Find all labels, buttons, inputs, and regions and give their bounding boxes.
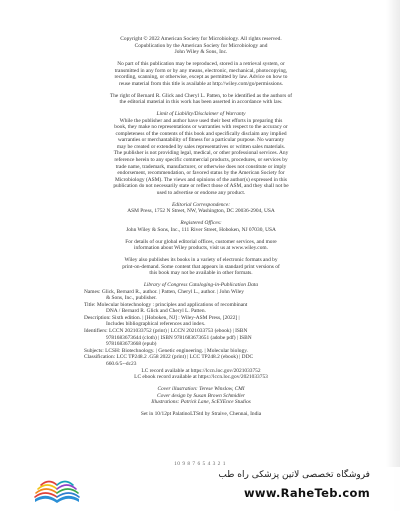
page-edge-shadow: [386, 0, 400, 511]
no-part-line: transmitted in any form or by any means, electronic, mechanical, photocopying,: [114, 67, 288, 74]
warranty-line: completeness of the contents of this book and specifically disclaim any implied: [115, 130, 287, 137]
copyright-line: John Wiley & Sons, Inc.: [174, 49, 228, 56]
no-part-line: recording, scanning, or otherwise, except as permitted by law. Advice on how to: [114, 74, 288, 81]
cip-line: 9781683673644 (cloth) | ISBN 9781683673651 (adobe pdf) | ISBN: [106, 334, 252, 341]
registered-section: [70, 220, 332, 233]
warranty-line: Microbiology (ASM). The views and opinions of the author(s) expressed in this: [114, 176, 288, 183]
cip-line: Subjects: LCSH: Biotechnology. | Genetic engineering. | Molecular biology.: [84, 347, 248, 354]
cip-section: [70, 282, 332, 381]
editorial-address: ASM Press, 1752 N Street, NW, Washington, DC 20036-2904, USA: [127, 208, 275, 215]
warranty-line: publication do not necessarily state or reflect those of ASM, and they shall not be: [113, 183, 289, 190]
editorial-section: [70, 202, 332, 215]
details-line: information about Wiley products, visit us at www.wiley.com.: [134, 245, 268, 252]
warranty-text: [70, 118, 332, 197]
typeset-note: [70, 411, 332, 418]
illustrations-credit: Illustrations: Patrick Lane, ScEYEnce Studios: [151, 399, 251, 406]
no-part-line: No part of this publication may be reproduced, stored in a retrieval system, or: [117, 60, 285, 67]
copyright-content: [70, 36, 332, 423]
reproduction-notice: [70, 61, 332, 87]
right-line: The right of Bernard R. Glick and Cheryl L. Patten, to be identified as the authors of: [109, 92, 293, 99]
no-part-line: reuse material from this title is available at http://wiley.com/go/permissions.: [118, 80, 284, 87]
registered-address: [70, 227, 332, 234]
printing-line: 10 9 8 7 6 5 4 3 2 1: [174, 461, 226, 467]
open-book-logo-icon: [31, 467, 83, 509]
cip-line: Includes bibliographical references and index.: [106, 321, 206, 328]
cip-line: 660.6/5--dc23: [106, 361, 137, 368]
cip-heading: Library of Congress Cataloging-in-Publication Data: [143, 281, 259, 288]
warranty-line: used to advertise or endorse any product.: [156, 190, 246, 197]
cip-line: Names: Glick, Bernard R., author. | Patten, Cheryl L., author. | John Wiley: [84, 288, 244, 295]
credits: [70, 386, 332, 406]
wiley-details: [70, 239, 332, 252]
watermark-store-name: فروشگاه تخصصی لاتین پزشکی راه طب: [218, 470, 370, 480]
warranty-heading: Limit of Liability/Disclaimer of Warranty: [156, 110, 246, 117]
author-rights: [70, 93, 332, 106]
registered-line: John Wiley & Sons, Inc., 111 River Street, Hoboken, NJ 07030, USA: [126, 226, 276, 233]
formats-line: Wiley also publishes its books in a variety of electronic formats and by: [124, 256, 278, 263]
copyright-line: Copublication by the American Society for Microbiology and: [134, 42, 268, 49]
cip-line: Identifiers: LCCN 2021033752 (print) | LCCN 2021033753 (ebook) | ISBN: [84, 328, 248, 335]
details-line: For details of our global editorial offices, customer services, and more: [125, 238, 277, 245]
warranty-line: trade name, trademark, manufacturer, or otherwise does not constitute or imply: [115, 163, 287, 170]
lc-records-line: LC record available at https://lccn.loc.gov/2021033752: [141, 367, 261, 374]
cip-line: Classification: LCC TP248.2 .G58 2022 (print) | LCC TP248.2 (ebook) | DDC: [84, 354, 254, 361]
editorial-heading: Editorial Correspondence:: [171, 201, 231, 208]
watermark-url[interactable]: www.RaheTeb.com: [243, 486, 370, 500]
cip-line: & Sons, Inc., publisher.: [106, 295, 157, 302]
formats-line: this book may not be available in other formats.: [149, 270, 253, 277]
formats-line: print-on-demand. Some content that appears in standard print versions of: [122, 263, 280, 270]
cip-entries: [84, 289, 332, 368]
cip-line: DNA / Bernard R. Glick and Cheryl L. Patten.: [106, 308, 206, 315]
cover-design-credit: Cover design by Susan Brown Schmidler: [157, 392, 245, 399]
warranty-line: While the publisher and author have used their best efforts in preparing this: [119, 117, 283, 124]
warranty-line: The publisher is not providing legal, medical, or other professional services. Any: [113, 150, 289, 157]
right-line: the editorial material in this work has been asserted in accordance with law.: [119, 99, 283, 106]
copyright-block: [70, 36, 332, 56]
cip-line: Description: Sixth edition. | [Hoboken, NJ] : Wiley-ASM Press, [2022] |: [84, 314, 240, 321]
warranty-section: [70, 111, 332, 197]
formats-notice: [70, 257, 332, 277]
cip-line: Title: Molecular biotechnology : principles and applications of recombinant: [84, 301, 248, 308]
warranty-line: may be created or extended by sales representatives or written sales materials.: [116, 143, 286, 150]
warranty-line: endorsement, recommendation, or favored status by the American Society for: [117, 170, 285, 177]
set-in-text: Set in 10/12pt PalatinoLTStd by Straive, Chennai, India: [140, 410, 262, 417]
lc-records: [70, 368, 332, 381]
copyright-line: Copyright © 2022 American Society for Microbiology. All rights reserved.: [120, 36, 282, 42]
warranty-line: warranties or merchantability of fitness for a particular purpose. No warranty: [117, 137, 285, 144]
cip-line: 9781683673668 (epub): [106, 341, 157, 348]
registered-heading: Registered Offices:: [180, 220, 222, 227]
warranty-line: book, they make no representations or warranties with respect to the accuracy or: [114, 124, 288, 131]
warranty-line: reference herein to any specific commercial products, procedures, or services by: [114, 157, 288, 164]
lc-records-line: LC ebook record available at https://lccn.loc.gov/2021033753: [134, 374, 268, 381]
cover-illustration-credit: Cover illustration: Terese Winslow, CMI: [157, 386, 245, 392]
